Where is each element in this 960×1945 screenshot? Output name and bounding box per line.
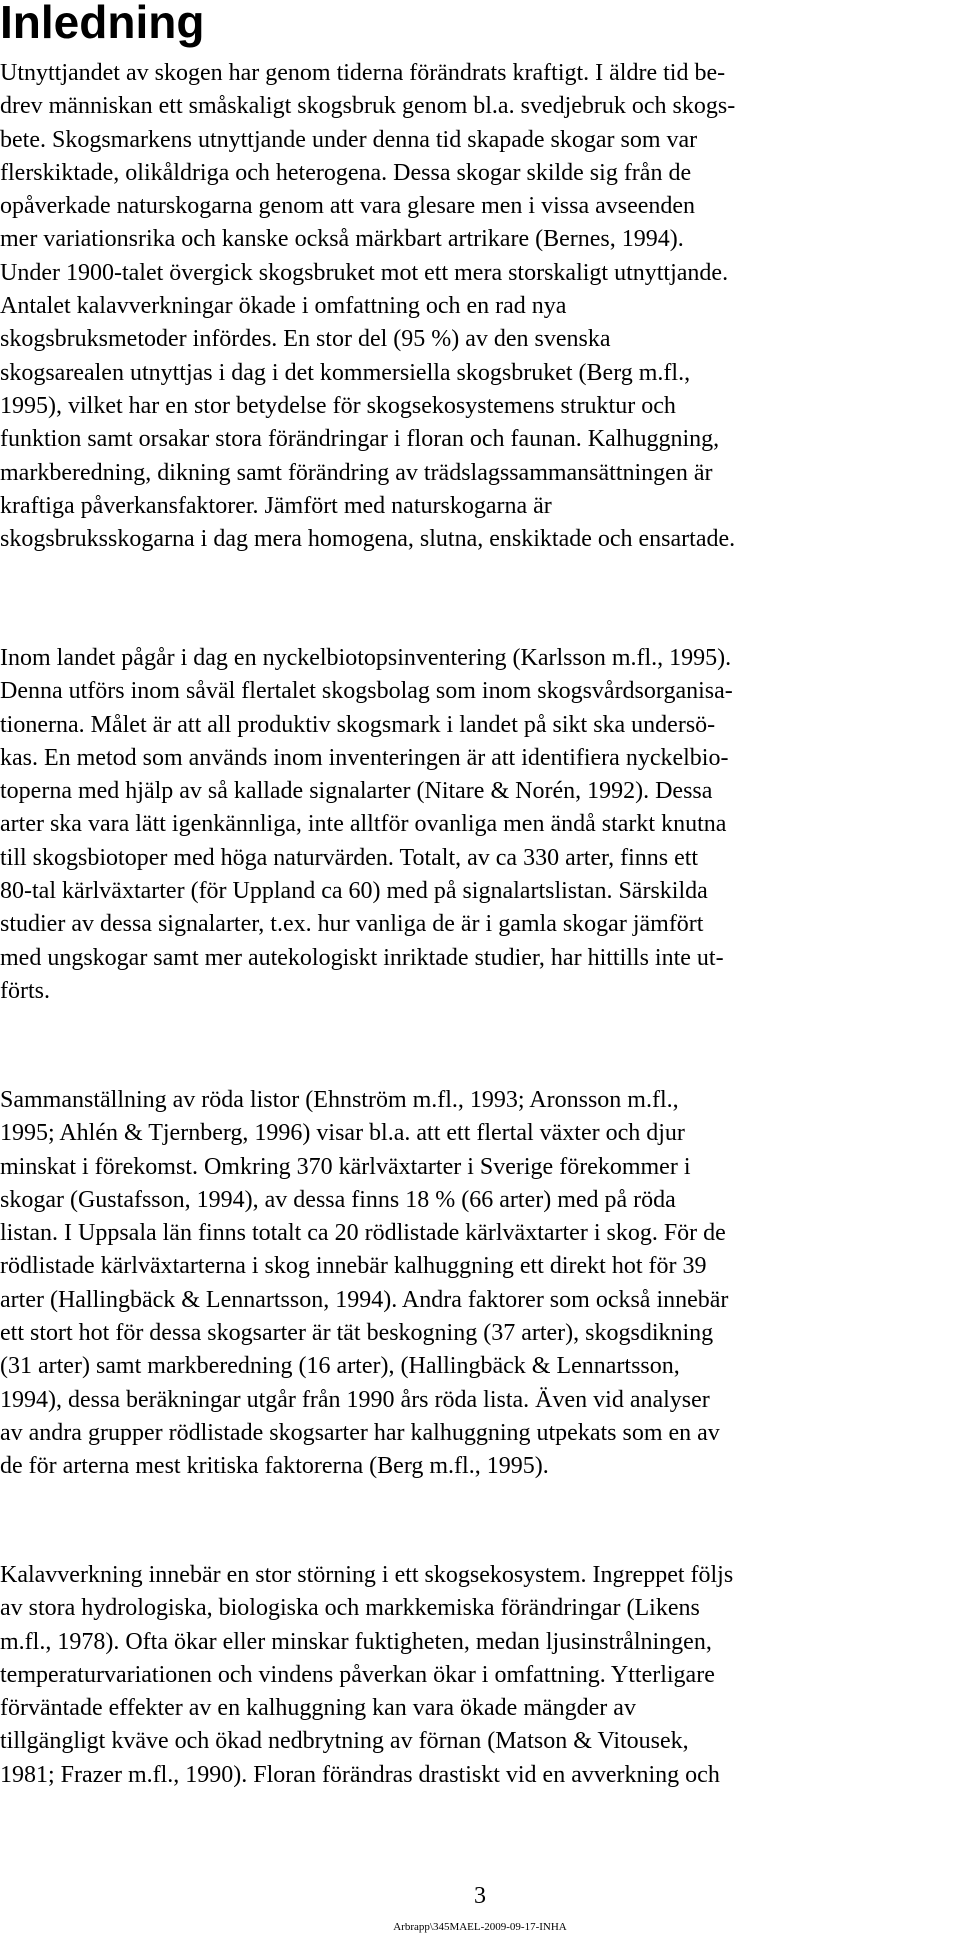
text-line: mer variationsrika och kanske också märkbart artrikare (Bernes, 1994). (0, 226, 684, 253)
text-line: Utnyttjandet av skogen har genom tiderna förändrats kraftigt. I äldre tid be- (0, 60, 726, 86)
text-line: listan. I Uppsala län finns totalt ca 20 rödlistade kärlväxtarter i skog. För de (0, 1220, 726, 1247)
text-line: minskat i förekomst. Omkring 370 kärlväxtarter i Sverige förekommer i (0, 1153, 691, 1180)
text-line: Denna utförs inom såväl flertalet skogsbolag som inom skogsvårdsorganisa- (0, 678, 733, 705)
text-line: kraftiga påverkansfaktorer. Jämfört med naturskogarna är (0, 492, 552, 519)
text-line: tionerna. Målet är att all produktiv skogsmark i landet på sikt ska undersö- (0, 711, 716, 738)
text-line: 80-tal kärlväxtarter (för Uppland ca 60) med på signalartslistan. Särskilda (0, 878, 708, 905)
text-line: skogsarealen utnyttjas i dag i det kommersiella skogsbruket (Berg m.fl., (0, 359, 691, 386)
text-line: förväntade effekter av en kalhuggning kan vara ökade mängder av (0, 1695, 636, 1722)
text-line: 1995), vilket har en stor betydelse för skogsekosystemens struktur och (0, 392, 676, 419)
text-line: 1994), dessa beräkningar utgår från 1990 års röda lista. Även vid analyser (0, 1386, 710, 1413)
text-line: Under 1900-talet övergick skogsbruket mot ett mera storskaligt utnyttjande. (0, 259, 729, 286)
text-line: temperaturvariationen och vindens påverkan ökar i omfattning. Ytterligare (0, 1661, 715, 1688)
page-title: Inledning (0, 0, 205, 48)
paragraph-4 (0, 1559, 733, 1792)
text-line: flerskiktade, olikåldriga och heterogena. Dessa skogar skilde sig från de (0, 159, 692, 186)
text-line: (31 arter) samt markberedning (16 arter), (Hallingbäck & Lennartsson, (0, 1353, 680, 1380)
text-line: arter (Hallingbäck & Lennartsson, 1994). Andra faktorer som också innebär (0, 1286, 729, 1313)
text-line: markberedning, dikning samt förändring av trädslagssammansättningen är (0, 459, 713, 486)
text-line: 1981; Frazer m.fl., 1990). Floran förändras drastiskt vid en avverkning och (0, 1761, 720, 1788)
text-line: Kalavverkning innebär en stor störning i ett skogsekosystem. Ingreppet följs (0, 1562, 734, 1588)
text-line: med ungskogar samt mer autekologiskt inriktade studier, har hittills inte ut- (0, 944, 724, 971)
text-line: bete. Skogsmarkens utnyttjande under denna tid skapade skogar som var (0, 126, 698, 153)
text-line: drev människan ett småskaligt skogsbruk genom bl.a. svedjebruk och skogs- (0, 93, 736, 120)
text-line: de för arterna mest kritiska faktorerna (Berg m.fl., 1995). (0, 1453, 549, 1480)
text-line: till skogsbiotoper med höga naturvärden. Totalt, av ca 330 arter, finns ett (0, 844, 699, 871)
text-line: m.fl., 1978). Ofta ökar eller minskar fuktigheten, medan ljusinstrålningen, (0, 1628, 712, 1655)
text-line: av andra grupper rödlistade skogsarter har kalhuggning utpekats som en av (0, 1419, 720, 1446)
text-line: av stora hydrologiska, biologiska och markkemiska förändringar (Likens (0, 1595, 700, 1622)
text-line: Sammanställning av röda listor (Ehnström m.fl., 1993; Aronsson m.fl., (0, 1087, 679, 1113)
text-line: tillgängligt kväve och ökad nedbrytning av förnan (Matson & Vitousek, (0, 1728, 689, 1755)
text-line: skogsbruksmetoder infördes. En stor del (95 %) av den svenska (0, 326, 611, 353)
text-line: skogar (Gustafsson, 1994), av dessa finns 18 % (66 arter) med på röda (0, 1186, 676, 1213)
text-line: funktion samt orsakar stora förändringar i floran och faunan. Kalhuggning, (0, 426, 720, 453)
text-line: skogsbruksskogarna i dag mera homogena, slutna, enskiktade och ensartade. (0, 526, 736, 553)
paragraph-3 (0, 1084, 728, 1484)
paragraph-2 (0, 642, 733, 1008)
text-line: förts. (0, 977, 50, 1004)
text-line: toperna med hjälp av så kallade signalarter (Nitare & Norén, 1992). Dessa (0, 778, 713, 805)
text-line: kas. En metod som används inom inventeringen är att identifiera nyckelbio- (0, 744, 729, 771)
paragraph-1 (0, 57, 735, 556)
text-line: arter ska vara lätt igenkännliga, inte alltför ovanliga men ändå starkt knutna (0, 811, 727, 838)
text-line: Inom landet pågår i dag en nyckelbiotopsinventering (Karlsson m.fl., 1995). (0, 645, 732, 671)
text-line: studier av dessa signalarter, t.ex. hur vanliga de är i gamla skogar jämfört (0, 911, 704, 938)
page-number: 3 (474, 1883, 486, 1909)
text-line: ett stort hot för dessa skogsarter är tät beskogning (37 arter), skogsdikning (0, 1320, 714, 1347)
text-line: 1995; Ahlén & Tjernberg, 1996) visar bl.a. att ett flertal växter och djur (0, 1120, 685, 1147)
text-line: Antalet kalavverkningar ökade i omfattning och en rad nya (0, 293, 567, 320)
text-line: opåverkade naturskogarna genom att vara glesare men i vissa avseenden (0, 193, 696, 220)
footer-file-reference: Arbrapp\345MAEL-2009-09-17-INHA (393, 1921, 567, 1933)
text-line: rödlistade kärlväxtarterna i skog innebär kalhuggning ett direkt hot för 39 (0, 1253, 707, 1280)
